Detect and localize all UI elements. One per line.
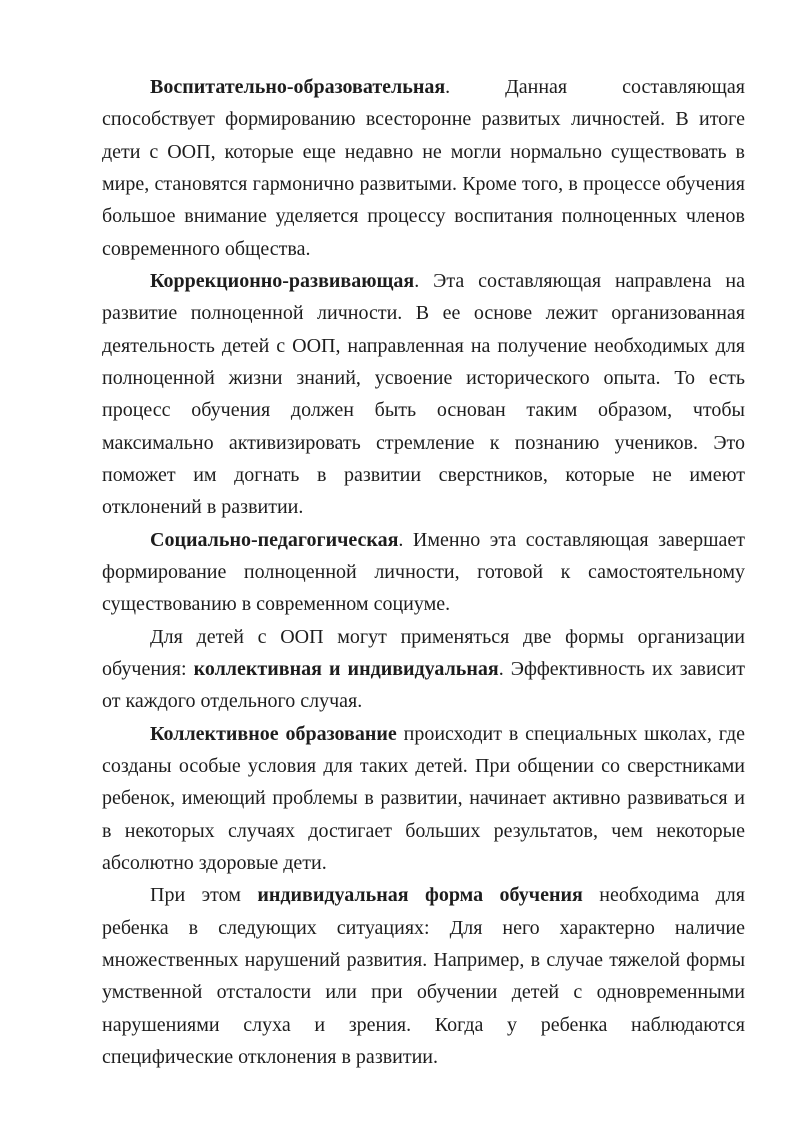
bold-text-run: Воспитательно-образовательная	[150, 76, 446, 98]
bold-text-run: Социально-педагогическая	[150, 528, 399, 551]
text-run: . Эта составляющая направлена на развитие полноценной личности. В ее основе лежит организованная деятельность детей с ООП, направленная на получение необходимых для полноценной жизни знаний, усвоение исторического опыта. То есть процесс обучения должен быть основан таким образом, чтобы максимально активизировать стремление к познанию учеников. Это поможет им догнать в развитии сверстников, которые не имеют отклонений в развитии.	[102, 269, 745, 519]
paragraph	[102, 621, 745, 718]
text-run: необходима для ребенка в следующих ситуациях: Для него характерно наличие множественных нарушений развития. Например, в случае тяжелой формы умственной отсталости или при обучении детей с одновременными нарушениями слуха и зрения. Когда у ребенка наблюдаются специфические отклонения в развитии.	[102, 884, 745, 1068]
paragraph	[102, 524, 745, 621]
text-run: . Данная составляющая способствует формированию всесторонне развитых личностей. В итоге дети с ООП, которые еще недавно не могли нормально существовать в мире, становятся гармонично развитыми. Кроме того, в процессе обучения большое внимание уделяется процессу воспитания полноценных членов современного общества.	[102, 76, 745, 260]
bold-text-run: коллективная и индивидуальная	[193, 657, 499, 680]
paragraph	[102, 718, 745, 880]
text-run: Для детей с ООП могут применяться две формы организации обучения:	[102, 625, 745, 680]
paragraph	[102, 71, 745, 265]
text-run: . Именно эта составляющая завершает формирование полноценной личности, готовой к самостоятельному существованию в современном социуме.	[102, 528, 745, 616]
bold-text-run: Коллективное образование	[150, 722, 397, 745]
text-run: происходит в специальных школах, где созданы особые условия для таких детей. При общении со сверстниками ребенок, имеющий проблемы в развитии, начинает активно развиваться и в некоторых случаях достигает больших результатов, чем некоторые абсолютно здоровые дети.	[102, 722, 746, 874]
paragraph	[102, 265, 745, 524]
paragraph	[102, 879, 745, 1073]
bold-text-run: индивидуальная форма обучения	[257, 884, 583, 907]
document-text-block	[102, 71, 745, 1073]
text-run: . Эффективность их зависит от каждого отдельного случая.	[102, 657, 746, 713]
bold-text-run: Коррекционно-развивающая	[150, 269, 415, 292]
text-run: При этом	[150, 884, 258, 907]
